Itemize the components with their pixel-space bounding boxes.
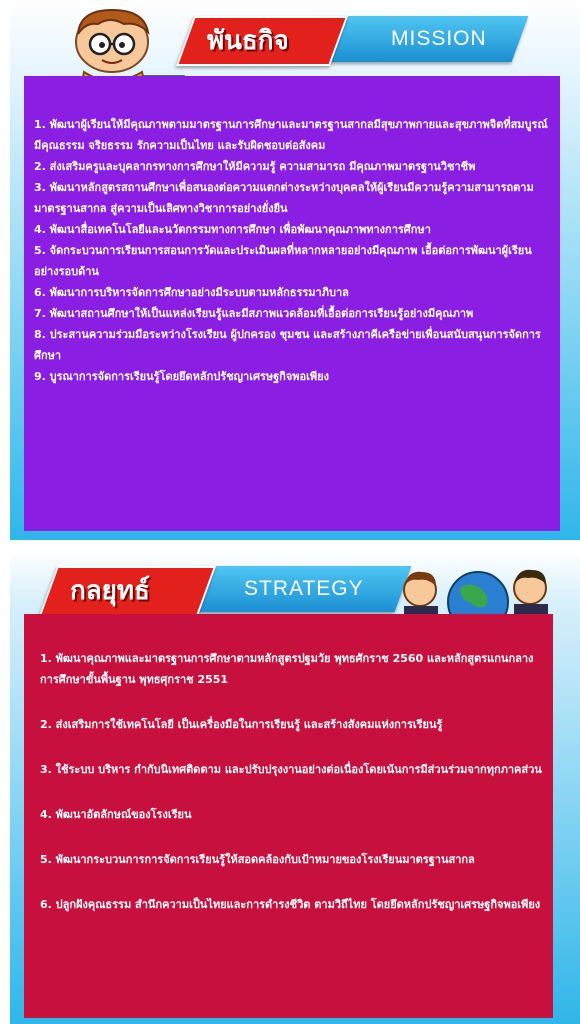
strategy-title-th: กลยุทธ์ [70, 576, 150, 606]
strategy-item: 1. พัฒนาคุณภาพและมาตรฐานการศึกษาตามหลักสูตรปฐมวัย พุทธศักราช 2560 และหลักสูตรแกนกลางการศึกษาขั้นพื้นฐาน พุทธศุกราช 2551 [40, 652, 534, 686]
strategy-banner [48, 566, 408, 612]
mission-content-box [24, 76, 560, 531]
mission-item: 6. พัฒนาการบริหารจัดการศึกษาอย่างมีระบบตามหลักธรรมาภิบาล [34, 286, 349, 299]
strategy-item: 4. พัฒนาอัตลักษณ์ของโรงเรียน [40, 808, 192, 821]
mission-item: 2. ส่งเสริมครูและบุคลากรทางการศึกษาให้มีความรู้ ความสามารถ มีคุณภาพมาตรฐานวิชาชีพ [34, 160, 476, 173]
strategy-item: 3. ใช้ระบบ บริหาร กำกับนิเทศติดตาม และปรับปรุงงานอย่างต่อเนื่องโดยเน้นการมีส่วนร่วมจากทุกภาคส่วน [40, 763, 542, 776]
mission-item: 1. พัฒนาผู้เรียนให้มีคุณภาพตามมาตรฐานการศึกษาและมาตรฐานสากลมีสุขภาพกายและสุขภาพจิตที่สมบูรณ์ มีคุณธรรม จริยธรรม รักความเป็นไทย และรับผิดชอบต่อสังคม [34, 118, 548, 152]
strategy-title-en: STRATEGY [244, 577, 364, 600]
mission-item: 8. ประสานความร่วมมือระหว่างโรงเรียน ผู้ปกครอง ชุมชน และสร้างภาคีเครือข่ายเพื่อนสนับสนุนการจัดการศึกษา [34, 328, 541, 362]
mission-list [34, 114, 554, 387]
strategy-item: 6. ปลูกฝังคุณธรรม สำนึกความเป็นไทยและการดำรงชีวิต ตามวิถีไทย โดยยึดหลักปรัชญาเศรษฐกิจพอเพียง [40, 898, 541, 911]
mission-banner [185, 16, 545, 62]
mission-item: 5. จัดกระบวนการเรียนการสอนการวัดและประเมินผลที่หลากหลายอย่างมีคุณภาพ เอื้อต่อการพัฒนาผู้เรียนอย่างรอบด้าน [34, 244, 532, 278]
mission-item: 7. พัฒนาสถานศึกษาให้เป็นแหล่งเรียนรู้และมีสภาพแวดล้อมที่เอื้อต่อการเรียนรู้อย่างมีคุณภาพ [34, 307, 474, 320]
mission-item: 4. พัฒนาสื่อเทคโนโลยีและนวัตกรรมทางการศึกษา เพื่อพัฒนาคุณภาพทางการศึกษา [34, 223, 431, 236]
strategy-list [40, 648, 548, 939]
strategy-item: 5. พัฒนากระบวนการการจัดการเรียนรู้ให้สอดคล้องกับเป้าหมายของโรงเรียนมาตรฐานสากล [40, 853, 475, 866]
strategy-item: 2. ส่งเสริมการใช้เทคโนโลยี เป็นเครื่องมือในการเรียนรู้ และสร้างสังคมแห่งการเรียนรู้ [40, 718, 443, 731]
strategy-content-box [24, 614, 553, 1018]
mission-title-en: MISSION [391, 27, 487, 50]
mission-item: 3. พัฒนาหลักสูตรสถานศึกษาเพื่อสนองต่อความแตกต่างระหว่างบุคคลให้ผู้เรียนมีความรู้ความสามารถตามมาตรฐานสากล สู่ความเป็นเลิศทางวิชาการอย่างยั่งยืน [34, 181, 534, 215]
mission-title-th: พันธกิจ [207, 26, 289, 56]
mission-item: 9. บูรณาการจัดการเรียนรู้โดยยึดหลักปรัชญาเศรษฐกิจพอเพียง [34, 370, 329, 383]
